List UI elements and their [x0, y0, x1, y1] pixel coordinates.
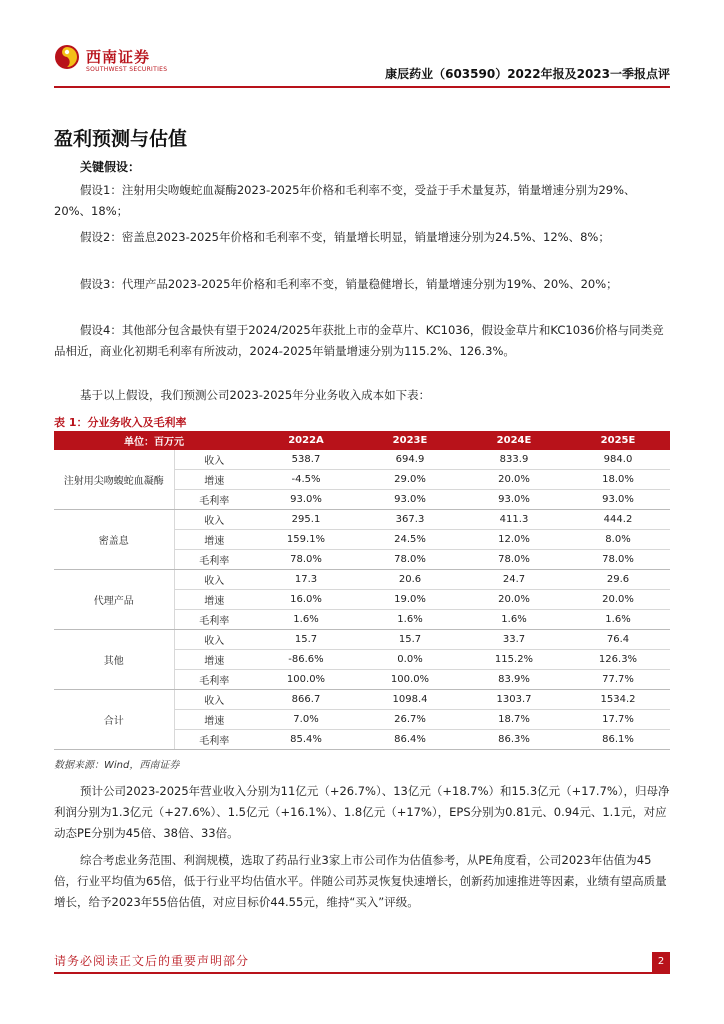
table-cell: 86.1%: [566, 730, 670, 750]
table-cell: 20.0%: [566, 590, 670, 610]
assumption-1: 假设1：注射用尖吻蝮蛇血凝酶2023-2025年价格和毛利率不变，受益于手术量复苏，销量增速分别为29%、20%、18%；: [54, 183, 636, 218]
segment-name: 注射用尖吻蝮蛇血凝酶: [54, 450, 174, 510]
metric-label: 收入: [174, 630, 254, 650]
valuation-paragraph: 综合考虑业务范围、利润规模，选取了药品行业3家上市公司作为估值参考，从PE角度看，公司2023年估值为45倍，行业平均值为65倍，低于行业平均估值水平。伴随公司苏灵恢复快速增长，创新药加速推进等因素，业绩有望高质量增长，给予2023年55倍估值，对应目标价44.55元，维持“买入”评级。: [54, 853, 667, 909]
table-cell: 444.2: [566, 510, 670, 530]
table-cell: 8.0%: [566, 530, 670, 550]
table-cell: 86.3%: [462, 730, 566, 750]
table-cell: 12.0%: [462, 530, 566, 550]
metric-label: 增速: [174, 470, 254, 490]
table-row: [54, 690, 670, 710]
table-cell: 77.7%: [566, 670, 670, 690]
table-cell: 16.0%: [254, 590, 358, 610]
table-cell: 411.3: [462, 510, 566, 530]
table-cell: 1.6%: [566, 610, 670, 630]
metric-label: 毛利率: [174, 550, 254, 570]
section-title: 盈利预测与估值: [54, 128, 188, 150]
report-title: 康辰药业（603590）2022年报及2023一季报点评: [385, 67, 670, 81]
unit-label: 单位：百万元: [54, 431, 254, 450]
table-cell: 538.7: [254, 450, 358, 470]
table-cell: 76.4: [566, 630, 670, 650]
table-cell: 17.3: [254, 570, 358, 590]
footer-disclaimer: 请务必阅读正文后的重要声明部分: [54, 954, 250, 968]
table-cell: 984.0: [566, 450, 670, 470]
brand-name: 西南证券: [86, 48, 151, 66]
table-cell: 7.0%: [254, 710, 358, 730]
metric-label: 收入: [174, 510, 254, 530]
table-row: [54, 450, 670, 470]
brand-name-en: SOUTHWEST SECURITIES: [86, 66, 168, 73]
metric-label: 增速: [174, 530, 254, 550]
table-cell: 93.0%: [566, 490, 670, 510]
table-cell: 100.0%: [254, 670, 358, 690]
column-header: 2022A: [254, 431, 358, 450]
table-cell: 18.7%: [462, 710, 566, 730]
table-cell: 78.0%: [358, 550, 462, 570]
header-divider: [54, 86, 670, 88]
metric-label: 增速: [174, 650, 254, 670]
segment-name: 密盖息: [54, 510, 174, 570]
table-row: [54, 510, 670, 530]
table-cell: 83.9%: [462, 670, 566, 690]
table-cell: 159.1%: [254, 530, 358, 550]
column-header: 2024E: [462, 431, 566, 450]
southwest-securities-logo-icon: [54, 44, 80, 70]
footer-divider: [54, 972, 670, 974]
table-caption: 表 1：分业务收入及毛利率: [54, 416, 187, 429]
table-cell: 93.0%: [358, 490, 462, 510]
table-cell: 17.7%: [566, 710, 670, 730]
revenue-margin-table: [54, 431, 670, 750]
table-row: [54, 630, 670, 650]
assumption-2: 假设2：密盖息2023-2025年价格和毛利率不变，销量增长明显，销量增速分别为24.5%、12%、8%；: [80, 230, 610, 244]
table-cell: 1098.4: [358, 690, 462, 710]
table-source: 数据来源：Wind，西南证券: [54, 760, 180, 771]
table-cell: 78.0%: [254, 550, 358, 570]
table-cell: 126.3%: [566, 650, 670, 670]
table-cell: 1303.7: [462, 690, 566, 710]
forecast-paragraph: 预计公司2023-2025年营业收入分别为11亿元（+26.7%）、13亿元（+18.7%）和15.3亿元（+17.7%），归母净利润分别为1.3亿元（+27.6%）、1.5亿元（+16.1%）、1.8亿元（+17%），EPS分别为0.81元、0.94元、1.1元，对应动态PE分别为45倍、38倍、33倍。: [54, 784, 670, 840]
table-cell: 78.0%: [566, 550, 670, 570]
table-cell: 15.7: [254, 630, 358, 650]
metric-label: 毛利率: [174, 490, 254, 510]
metric-label: 增速: [174, 710, 254, 730]
segment-name: 代理产品: [54, 570, 174, 630]
table-cell: 367.3: [358, 510, 462, 530]
table-cell: 19.0%: [358, 590, 462, 610]
table-cell: 93.0%: [462, 490, 566, 510]
segment-name: 合计: [54, 690, 174, 750]
table-cell: -4.5%: [254, 470, 358, 490]
table-cell: 24.5%: [358, 530, 462, 550]
table-cell: 33.7: [462, 630, 566, 650]
column-header: 2023E: [358, 431, 462, 450]
metric-label: 收入: [174, 690, 254, 710]
table-cell: 100.0%: [358, 670, 462, 690]
table-cell: 20.6: [358, 570, 462, 590]
metric-label: 收入: [174, 450, 254, 470]
table-cell: -86.6%: [254, 650, 358, 670]
table-cell: 694.9: [358, 450, 462, 470]
table-cell: 85.4%: [254, 730, 358, 750]
metric-label: 收入: [174, 570, 254, 590]
table-cell: 86.4%: [358, 730, 462, 750]
table-cell: 78.0%: [462, 550, 566, 570]
assumption-4: 假设4：其他部分包含最快有望于2024/2025年获批上市的金草片、KC1036，假设金草片和KC1036价格与同类竞品相近，商业化初期毛利率有所波动，2024-2025年销量增速分别为115.2%、126.3%。: [54, 323, 664, 358]
table-row: [54, 570, 670, 590]
page-header: [0, 0, 724, 90]
table-header-row: [54, 431, 670, 450]
table-cell: 18.0%: [566, 470, 670, 490]
metric-label: 毛利率: [174, 670, 254, 690]
table-cell: 29.0%: [358, 470, 462, 490]
metric-label: 增速: [174, 590, 254, 610]
table-cell: 1.6%: [462, 610, 566, 630]
metric-label: 毛利率: [174, 610, 254, 630]
page-number: 2: [652, 952, 670, 972]
table-cell: 93.0%: [254, 490, 358, 510]
table-cell: 115.2%: [462, 650, 566, 670]
key-assumptions-label: 关键假设：: [80, 160, 141, 174]
table-cell: 1.6%: [254, 610, 358, 630]
table-cell: 15.7: [358, 630, 462, 650]
table-cell: 29.6: [566, 570, 670, 590]
table-cell: 24.7: [462, 570, 566, 590]
table-cell: 20.0%: [462, 590, 566, 610]
column-header: 2025E: [566, 431, 670, 450]
table-cell: 26.7%: [358, 710, 462, 730]
table-cell: 20.0%: [462, 470, 566, 490]
table-cell: 833.9: [462, 450, 566, 470]
table-cell: 1.6%: [358, 610, 462, 630]
table-cell: 0.0%: [358, 650, 462, 670]
metric-label: 毛利率: [174, 730, 254, 750]
assumption-3: 假设3：代理产品2023-2025年价格和毛利率不变，销量稳健增长，销量增速分别为19%、20%、20%；: [80, 277, 618, 291]
table-cell: 866.7: [254, 690, 358, 710]
table-cell: 1534.2: [566, 690, 670, 710]
segment-name: 其他: [54, 630, 174, 690]
table-intro: 基于以上假设，我们预测公司2023-2025年分业务收入成本如下表：: [80, 388, 431, 402]
table-cell: 295.1: [254, 510, 358, 530]
